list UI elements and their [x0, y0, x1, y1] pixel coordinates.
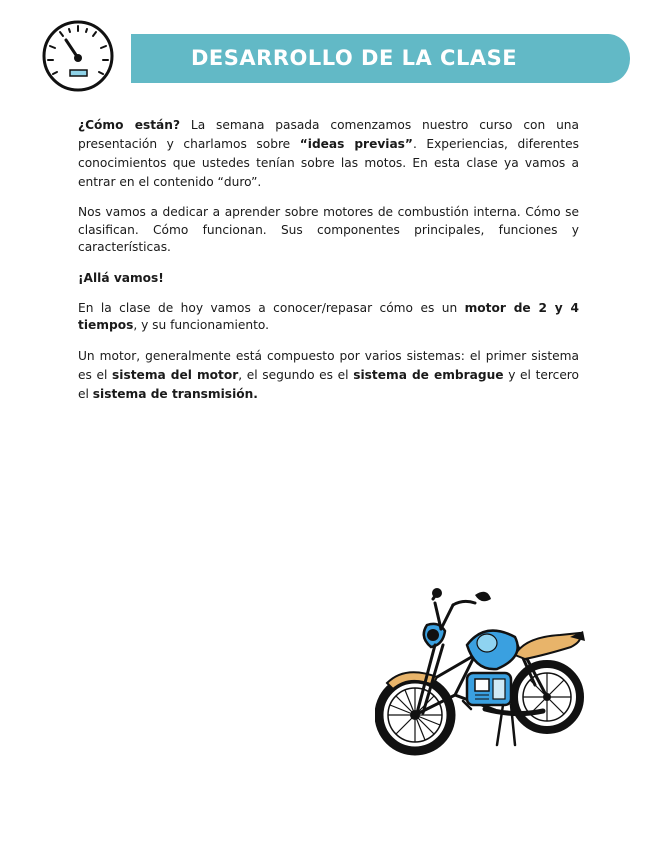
ideas-previas: “ideas previas” [299, 137, 413, 151]
paragraph-motor-tiempos [78, 300, 579, 335]
motor-tiempos: motor de 2 y 4 tiempos [78, 300, 579, 332]
text-span: En la clase de hoy vamos a conocer/repasar cómo es un [78, 300, 465, 315]
sistema-motor: sistema del motor [112, 367, 239, 382]
lesson-text [78, 116, 579, 416]
alla-vamos: ¡Allá vamos! [78, 270, 164, 285]
sistema-transmision: sistema de transmisión. [92, 386, 258, 401]
text-span: y el tercero el [78, 367, 580, 401]
paragraph-alla-vamos [78, 269, 579, 288]
text-span: Nos vamos a dedicar a aprender sobre motores de combustión interna. Cómo se clasifican. Cómo funcionan. Sus componentes principales, funciones y características. [78, 205, 579, 254]
text-span: . Experiencias, diferentes conocimientos que ustedes tenían sobre las motos. En esta clase ya vamos a entrar en el contenido “duro”. [78, 137, 579, 189]
engine [467, 673, 511, 705]
intro-question: ¿Cómo están? [78, 118, 181, 132]
text-span: La semana pasada comenzamos nuestro curso con una presentación y charlamos sobre [78, 118, 579, 151]
paragraph-topic [78, 204, 579, 257]
text-span: , el segundo es el [238, 367, 354, 382]
header-banner [131, 34, 630, 83]
text-span: Un motor, generalmente está compuesto por varios sistemas: el primer sistema es el [78, 348, 579, 382]
page-title: DESARROLLO DE LA CLASE [191, 46, 518, 70]
sistema-embrague: sistema de embrague [353, 367, 504, 382]
paragraph-intro [78, 116, 579, 192]
motorcycle-icon [375, 585, 590, 765]
paragraph-sistemas [78, 347, 579, 404]
speedometer-icon [40, 20, 118, 92]
text-span: , y su funcionamiento. [133, 318, 269, 332]
